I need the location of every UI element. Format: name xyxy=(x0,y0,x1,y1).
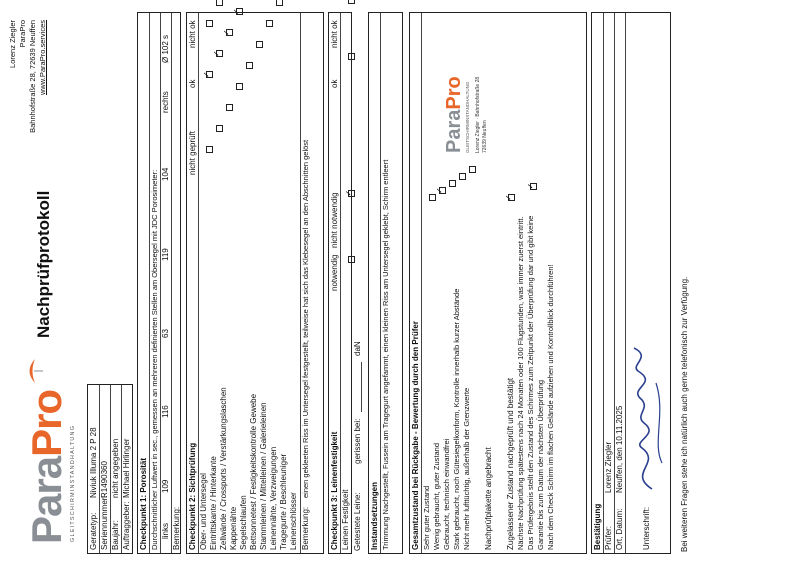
porosity-value-5: 104 xyxy=(161,167,170,181)
checkpoint-porosity xyxy=(137,12,181,554)
col-ok-3: ok xyxy=(330,79,339,88)
condition-option-checkbox[interactable] xyxy=(449,180,456,187)
signature-label: Unterschrift: xyxy=(642,506,651,550)
inspection-item-label: Leinennähte, Verzweigungen xyxy=(269,446,278,550)
condition-option-checkbox[interactable] xyxy=(429,194,436,201)
parapro-logo xyxy=(24,354,84,544)
repairs-text: Trimmung Nachgestellt, Fussein am Tragegurt angefammt, einen kleinen Riss am Untersegel geklebt, Schirm entleert xyxy=(381,159,390,550)
inspection-item-label: Zellwände / Crossports / Verstärkungslaschen xyxy=(219,387,228,550)
checkpoint-2-title: Checkpunkt 2: Sichtprüfung xyxy=(188,442,197,550)
overall-note-2: Das Prüfergebnis stellt den Zustand des Schirmes zum Zeitpunkt der Überprüfung dar und gibt keine xyxy=(526,215,535,550)
inspection-item-label: Tragegurte / Beschleuniger xyxy=(279,453,288,550)
tested-line-label: Getestete Leine: xyxy=(353,492,362,551)
condition-option-label: Wenig gebraucht, guter Zustand xyxy=(432,442,441,550)
company-address-block xyxy=(8,20,48,133)
serial-value: R1490360 xyxy=(100,461,109,498)
porosity-average: Ø 102 s xyxy=(161,34,170,63)
porosity-value-2: 116 xyxy=(161,405,170,418)
client-label: Auftraggeber: xyxy=(122,501,131,550)
confirmation-section xyxy=(591,12,671,554)
torn-at-label: gerissen bei: xyxy=(353,418,362,464)
col-not-necessary: nicht notwendig xyxy=(330,192,339,248)
logo-tagline: GLEITSCHIRMINSTANDHALTUNG xyxy=(70,424,76,542)
col-necessary: notwendig xyxy=(330,254,339,291)
sticker-label: Nachprüfplakette angebracht xyxy=(484,447,493,550)
inspection-not-checked-checkbox[interactable] xyxy=(256,41,263,48)
inspection-ok-checkbox[interactable] xyxy=(216,50,223,57)
condition-option-checkbox[interactable] xyxy=(459,173,466,180)
examiner-value: Lorenz Ziegler xyxy=(604,441,613,493)
inspection-item-label: Stammleinen / Mittelleinen / Galerieleinen xyxy=(259,402,268,550)
inspection-not-checked-checkbox[interactable] xyxy=(266,20,273,27)
overall-note-1: Nächste Nachprüfung spätestens nach 24 Monaten oder 100 Flugstunden, was immer zuerst eintritt. xyxy=(516,216,525,550)
checkpoint-1-title: Checkpunkt 1: Porosität xyxy=(139,457,148,550)
inspection-not-checked-checkbox[interactable] xyxy=(216,125,223,132)
inspection-not-checked-checkbox[interactable] xyxy=(276,0,283,6)
page-title: Nachprüfprotokoll xyxy=(34,190,53,338)
footer-note: Bei weiteren Fragen stehe ich natürlich auch gerne telefonisch zur Verfügung. xyxy=(680,276,689,552)
device-type-value: Niviuk Illuma 2 P 28 xyxy=(89,427,98,498)
inspection-not-checked-checkbox[interactable] xyxy=(206,146,213,153)
accessories-checkbox[interactable] xyxy=(530,183,537,190)
visual-note-label: Bemerkung: xyxy=(301,506,310,550)
repairs-section xyxy=(368,12,403,554)
overall-note-4: Nach dem Check Schirm im flachen Gelände aufziehen und Kontrollblick durchführen! xyxy=(546,264,555,550)
company-website: www.ParaPro.services xyxy=(38,20,47,96)
line-not-ok-checkbox[interactable] xyxy=(348,0,355,4)
inspection-not-checked-checkbox[interactable] xyxy=(226,104,233,111)
porosity-note-label: Bemerkung: xyxy=(172,506,181,550)
condition-option-label: Stark gebraucht, noch Gütesiegelkonform, Kontrolle innerhalb kurzer Abstände xyxy=(452,288,461,550)
condition-option-checkbox[interactable] xyxy=(439,187,446,194)
condition-option-label: Gebraucht, technisch einwandfrei xyxy=(442,438,451,550)
signature xyxy=(622,343,675,493)
visual-note-text: einen gekleeten Riss im Untersegel festgestellt, teilweise hat sich das Klebesegel an den Abschnitten gelöst xyxy=(301,139,310,498)
porosity-right-header: rechts xyxy=(161,91,170,113)
inspection-not-checked-checkbox[interactable] xyxy=(236,83,243,90)
checkpoint-visual-inspection xyxy=(186,12,324,554)
confirmation-title: Bestätigung xyxy=(593,503,602,550)
checkpoint-3-title: Checkpunkt 3: Leinenfestigkeit xyxy=(330,431,339,550)
inspection-ok-checkbox[interactable] xyxy=(206,71,213,78)
inspection-item-label: Bettsonnetest / Festigkeitskontrolle Gewebe xyxy=(249,393,258,550)
inspection-item-label: Segelschlaufen xyxy=(239,495,248,550)
unit-label: daN xyxy=(353,341,362,356)
inspection-item-label: Kappenähte xyxy=(229,506,238,550)
company-name: Lorenz Ziegler xyxy=(8,20,17,68)
logo-pro: Pro xyxy=(23,389,70,457)
examiner-label: Prüfer: xyxy=(604,525,613,550)
condition-option-label: Nicht mehr lufttüchtig, außerhalb der Grenzwerte xyxy=(462,387,471,550)
inspection-ok-checkbox[interactable] xyxy=(226,29,233,36)
porosity-value-4: 119 xyxy=(161,248,170,261)
place-date-value: Neuffen, den 10.11.2025 xyxy=(615,405,624,493)
device-info-table xyxy=(87,384,133,554)
paraglider-icon xyxy=(26,358,49,384)
device-type-label: Geratetyp: xyxy=(89,512,98,550)
porosity-left-header: links xyxy=(161,522,170,539)
line-strength-label: Leinen Festigkeit xyxy=(341,489,350,550)
logo-para: Para xyxy=(23,456,70,544)
inspection-item-label: Ober- und Untersegel xyxy=(199,473,208,550)
col-not-checked: nicht geprüft xyxy=(188,130,197,175)
client-value: Michael Hirlinger xyxy=(122,438,131,498)
repairs-title: Instandsetzungen xyxy=(370,481,379,550)
overall-title: Gesamtzustand bei Rückgabe - Bewertung durch den Prüfer xyxy=(411,321,420,550)
porosity-value-3: 63 xyxy=(161,329,170,338)
porosity-value-1: 109 xyxy=(161,479,170,493)
company-brand: ParaPro xyxy=(18,20,27,48)
year-value: nicht angegeben xyxy=(111,438,120,498)
inspection-item-label: Eintrittskante / Hinterkante xyxy=(209,456,218,550)
condition-option-label: Sehr guter Zustand xyxy=(422,485,431,550)
inspection-not-ok-checkbox[interactable] xyxy=(216,0,223,6)
company-street: Bahnhofstraße 28, 72639 Neuffen xyxy=(28,20,37,133)
condition-option-checkbox[interactable] xyxy=(469,166,476,173)
overall-note-3: Garantie bis zum Datum der nächsten Überprüfung xyxy=(536,379,545,550)
col-ok: ok xyxy=(188,79,197,88)
company-stamp: ParaPro GLEITSCHIRMINSTANDHALTUNG Lorenz Ziegler · Bahnhofstraße 28 72639 Neuffen xyxy=(443,76,488,153)
porosity-description: Durchschnittlicher Luftwert in sec., gemessen an mehreren definierten Stellen am Obersegel mit JDC Porosimeter: xyxy=(150,169,159,550)
col-not-ok-3: nicht ok xyxy=(330,20,339,48)
tested-line-row xyxy=(352,12,364,554)
col-not-ok: nicht ok xyxy=(188,20,197,48)
accessories-label: Zugelassener Zustand nachgeprüft und bestätigt xyxy=(506,377,515,550)
place-date-label: Ort, Datum: xyxy=(615,508,624,550)
inspection-item-label: Leinenschlösser xyxy=(289,492,298,550)
inspection-not-checked-checkbox[interactable] xyxy=(246,62,253,69)
overall-condition-section xyxy=(409,12,587,554)
serial-label: Seriennummer: xyxy=(100,495,109,550)
year-label: Baujahr: xyxy=(111,520,120,550)
checkpoint-line-strength xyxy=(328,12,352,554)
inspection-ok-checkbox[interactable] xyxy=(236,8,243,15)
sticker-checkbox[interactable] xyxy=(508,194,515,201)
inspection-not-ok-checkbox[interactable] xyxy=(206,20,213,27)
